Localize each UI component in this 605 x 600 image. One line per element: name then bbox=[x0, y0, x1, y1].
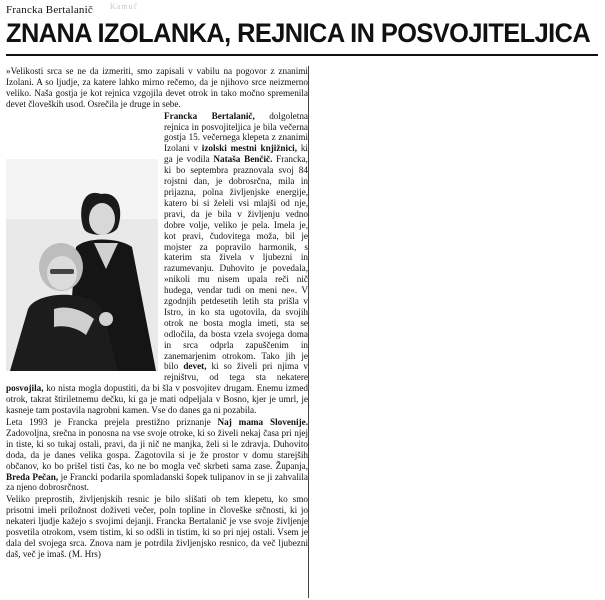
award-paragraph bbox=[6, 417, 308, 493]
headline: ZNANA IZOLANKA, REJNICA IN POSVOJITELJICA bbox=[6, 18, 591, 48]
headline-rule bbox=[6, 54, 598, 56]
portrait-photo bbox=[6, 159, 158, 371]
p1-text-5: ko nista mogla dopustiti, da bi šla v posvojitev drugam. Enemu izmed otrok, takrat štiriletnemu dečku, ki ga je mati odpeljala v Bosno, kjer je umrl, je kasneje tam postavila nagrobni kamen. Vse do danes ga ni pozabila. bbox=[6, 383, 308, 416]
p1-text-3: Francka, ki bo septembra praznovala svoj 84 rojstni dan, je dobrosrčna, mila in prijazna, polna življenjske energije, katero bi si želeli vsi mlajši od nje, pravi, da je bila v življenju vedno dobre volje, veliko je pela. Imela je, kot pravi, čudovitega moža, bil je mojster za popravilo harmonik, s katerim sta živela v ljubezni in razumevanju. Duhovito je povedala, »nikoli mu nisem upala reči nič hudega, vendar tudi on meni ne«. V zgodnjih petdesetih letih sta prišla v Istro, in ko sta ugotovila, da svojih otrok ne bosta mogla imeti, sta se odločila, da bosta vzela svojega doma in srca odprla zapuščenim in zanemarjenim otrokom. Tako jih je bilo bbox=[164, 154, 308, 372]
p2-text-1: Leta 1993 je Francka prejela prestižno priznanje bbox=[6, 417, 218, 427]
mayor-name: Breda Pečan, bbox=[6, 471, 59, 482]
children-count: devet, bbox=[183, 361, 207, 372]
article-body bbox=[6, 66, 309, 598]
author-byline: Francka Bertalanič bbox=[6, 4, 93, 16]
p2-text-2: Zadovoljna, srečna in ponosna na vse svoje otroke, ki so živeli nekaj časa pri njej in tiste, ki so tukaj ostali, pravi, da ji nič ne manjka, želi si le zdravja. Duhovito doda, da je danes velika gospa. Zagotovila si je že prostor v domu starejših občanov, ko bo prišel tisti čas, ko ne bo mogla več skrbeti sama zase. Županja, bbox=[6, 427, 308, 471]
p1-text-1: dolgoletna rejnica in posvojiteljica je bila večerna gostja 15. večernega klepeta z znanimi Izolani v bbox=[164, 110, 308, 154]
adopted-word: posvojila, bbox=[6, 383, 44, 394]
library-name: izolski mestni knjižnici, bbox=[201, 143, 297, 154]
subject-name: Francka Bertalanič, bbox=[164, 110, 255, 121]
host-name: Nataša Benčič. bbox=[213, 154, 273, 165]
watermark: Kamuč bbox=[110, 2, 139, 11]
intro-paragraph: »Velikosti srca se ne da izmeriti, smo zapisali v vabilu na pogovor z znanimi Izolani. A so ljudje, za katere lahko mirno rečemo, da je njihovo srce neizmerno veliko. Naša gostja je kot rejnica vzgojila devet otrok in tako močno spremenila devet človeških usod. Osrečila je druge in sebe. bbox=[6, 66, 308, 109]
p1-text-4: ki so živeli pri njima v rejništvu, od tega sta nekatere bbox=[164, 361, 309, 383]
p2-text-3: je Francki podarila spomladanski šopek tulipanov in se ji zahvalila za njeno dobrosrčnost. bbox=[6, 471, 308, 493]
award-name: Naj mama Slovenije. bbox=[217, 417, 309, 427]
photo-illustration bbox=[6, 159, 158, 371]
closing-paragraph: Veliko preprostih, življenjskih resnic je bilo slišati ob tem klepetu, ko smo prisotni imeli priložnost doživeti večer, poln topline in človeške srčnosti, ki jo nekateri ljudje kažejo s svojimi dejanji. Francka Bertalanič je vse svoje življenje posvetila otrokom, vsem tistim, ki so odšli in tistim, ki so pri njej ostali. Vsem je dala del svojega srca. Znova nam je potrdila življenjsko resnico, da več ljubezni daš, več je imaš. (M. Hrs) bbox=[6, 494, 308, 559]
p1-text-2: ki ga je vodila bbox=[164, 143, 308, 165]
